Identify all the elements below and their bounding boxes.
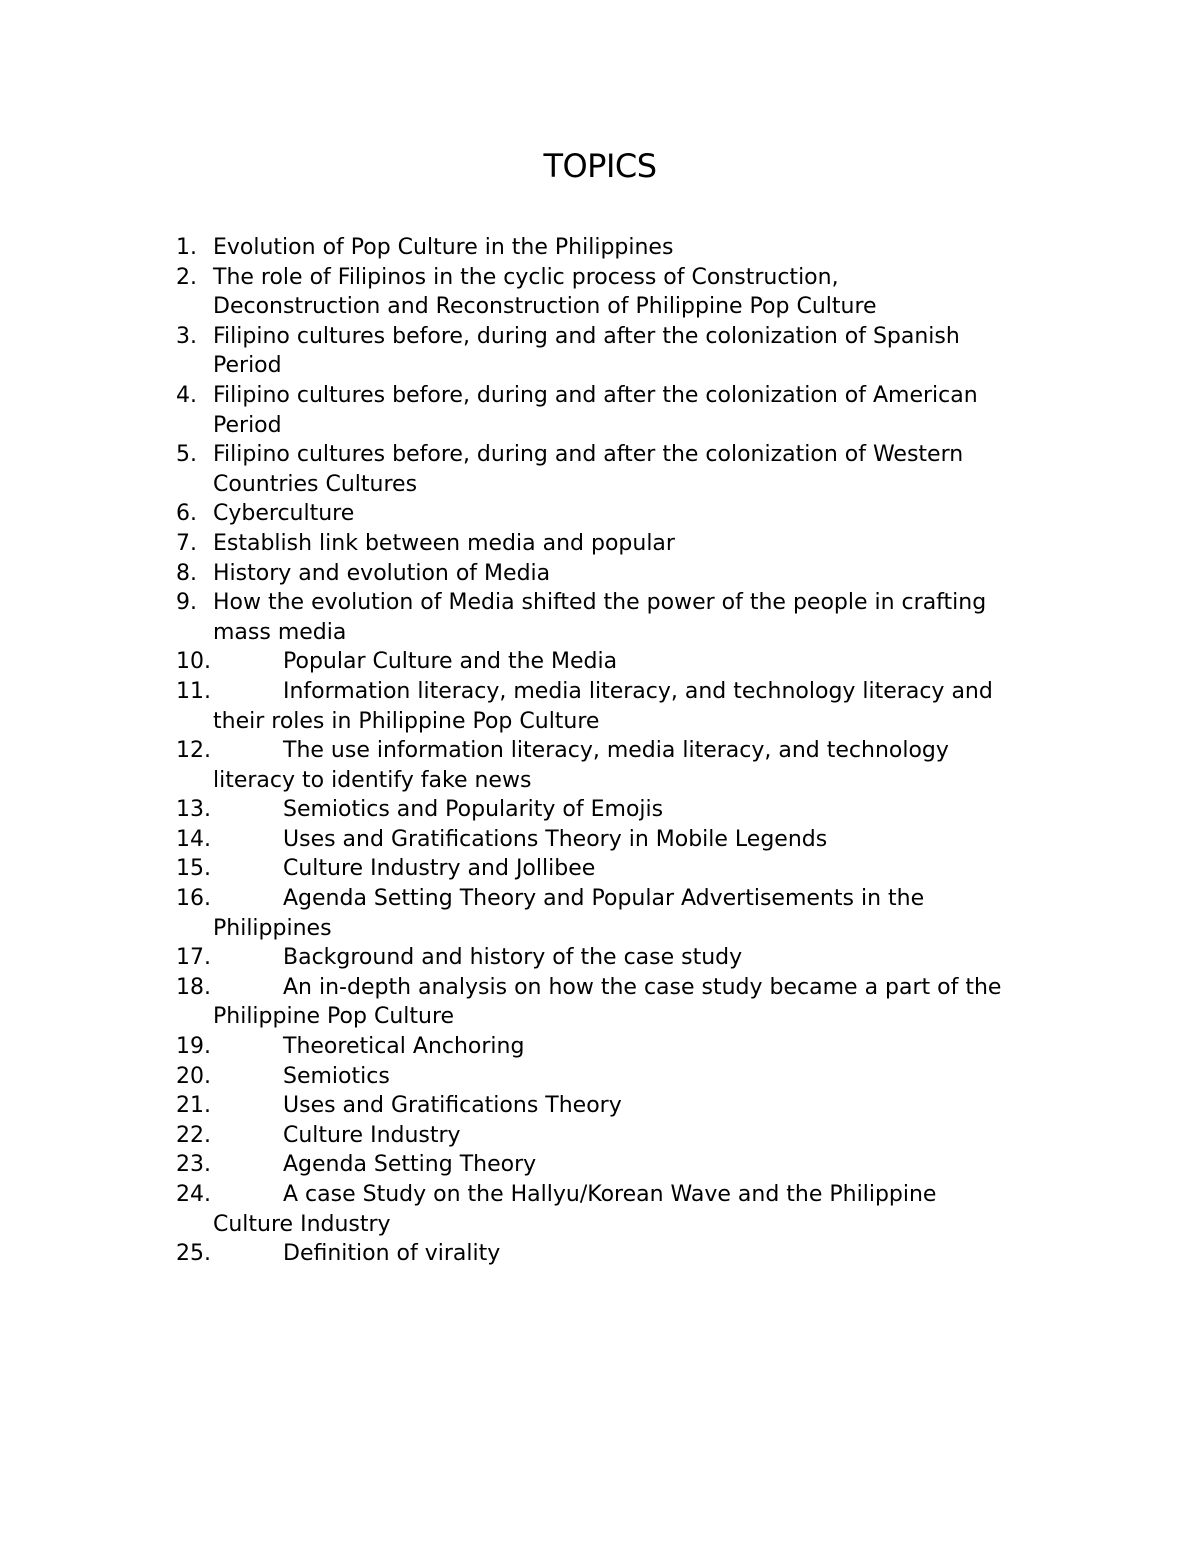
topic-text-line: Agenda Setting Theory [283,1152,537,1178]
topic-text-line: The role of Filipinos in the cyclic process of Construction, [213,264,839,290]
topic-number: 5. [176,442,197,468]
topic-item [0,795,1200,825]
topic-number: 6. [176,501,197,527]
topic-number: 8. [176,560,197,586]
topic-item [0,854,1200,884]
topic-item [0,736,1200,795]
topic-number: 19. [176,1034,211,1060]
topic-text-line: Filipino cultures before, during and after the colonization of Western [213,442,964,468]
topic-text-line: Information literacy, media literacy, and technology literacy and [283,678,993,704]
page-title: TOPICS [543,147,657,185]
topic-item [0,677,1200,736]
topic-item [0,559,1200,589]
topic-text-line: Filipino cultures before, during and after the colonization of American [213,382,978,408]
topic-item [0,233,1200,263]
topic-text-line: Deconstruction and Reconstruction of Philippine Pop Culture [213,294,877,320]
topic-number: 12. [176,738,211,764]
topic-item [0,1180,1200,1239]
topic-item [0,499,1200,529]
topic-text-line: Filipino cultures before, during and after the colonization of Spanish [213,323,960,349]
topic-number: 15. [176,856,211,882]
topic-item [0,884,1200,943]
topic-item [0,440,1200,499]
topic-number: 13. [176,797,211,823]
topic-number: 21. [176,1093,211,1119]
topic-text-line: How the evolution of Media shifted the power of the people in crafting [213,590,987,616]
topic-item [0,529,1200,559]
topic-number: 23. [176,1152,211,1178]
topic-text-line: Agenda Setting Theory and Popular Advertisements in the [283,886,925,912]
topic-text-line: Evolution of Pop Culture in the Philippines [213,235,674,260]
topic-number: 9. [176,590,197,616]
topic-item [0,1032,1200,1062]
topic-item [0,1239,1200,1269]
topic-text-line: Cyberculture [213,501,355,527]
topic-number: 11. [176,678,211,704]
topic-item [0,973,1200,1032]
topic-number: 20. [176,1063,211,1089]
topic-number: 16. [176,886,211,912]
topic-text-line: Culture Industry [213,1211,391,1237]
topic-item [0,588,1200,647]
topic-number: 18. [176,974,211,1000]
topic-text-line: Theoretical Anchoring [283,1034,525,1060]
topic-number: 1. [176,235,197,260]
topic-item [0,381,1200,440]
topic-number: 17. [176,945,211,971]
topic-text-line: literacy to identify fake news [213,767,532,793]
topic-number: 3. [176,323,197,349]
topic-item [0,825,1200,855]
topic-item [0,1062,1200,1092]
topic-list [0,233,1200,1269]
topic-number: 24. [176,1182,211,1207]
topic-number: 7. [176,530,197,556]
topic-item [0,647,1200,677]
topic-text-line: mass media [213,619,347,645]
topic-text-line: Semiotics [283,1063,390,1089]
topic-number: 22. [176,1122,211,1148]
topic-text-line: The use information literacy, media literacy, and technology [283,738,949,764]
topic-number: 14. [176,826,211,852]
topic-item [0,1150,1200,1180]
topic-text-line: Establish link between media and popular [213,530,675,556]
topic-number: 10. [176,649,211,675]
topic-text-line: Philippines [213,915,332,941]
topic-text-line: Uses and Gratifications Theory [283,1093,622,1119]
topic-text-line: Culture Industry [283,1122,461,1148]
topic-text-line: Semiotics and Popularity of Emojis [283,797,664,823]
topic-item [0,263,1200,322]
topic-text-line: Period [213,353,282,379]
topic-text-line: Background and history of the case study [283,945,743,971]
topic-text-line: Philippine Pop Culture [213,1004,455,1030]
topic-number: 25. [176,1241,211,1267]
topic-text-line: Culture Industry and Jollibee [283,856,596,882]
topic-text-line: A case Study on the Hallyu/Korean Wave and the Philippine [283,1182,937,1207]
topic-text-line: Period [213,412,282,438]
topic-item [0,1091,1200,1121]
topic-item [0,943,1200,973]
topic-item [0,322,1200,381]
topic-number: 4. [176,382,197,408]
topic-text-line: Uses and Gratifications Theory in Mobile Legends [283,826,828,852]
topic-item [0,1121,1200,1151]
topic-text-line: Popular Culture and the Media [283,649,618,675]
topic-text-line: History and evolution of Media [213,560,551,586]
topic-number: 2. [176,264,197,290]
topic-text-line: their roles in Philippine Pop Culture [213,708,600,734]
topic-text-line: An in-depth analysis on how the case study became a part of the [283,974,1002,1000]
topic-text-line: Countries Cultures [213,471,418,497]
topic-text-line: Definition of virality [283,1241,501,1267]
